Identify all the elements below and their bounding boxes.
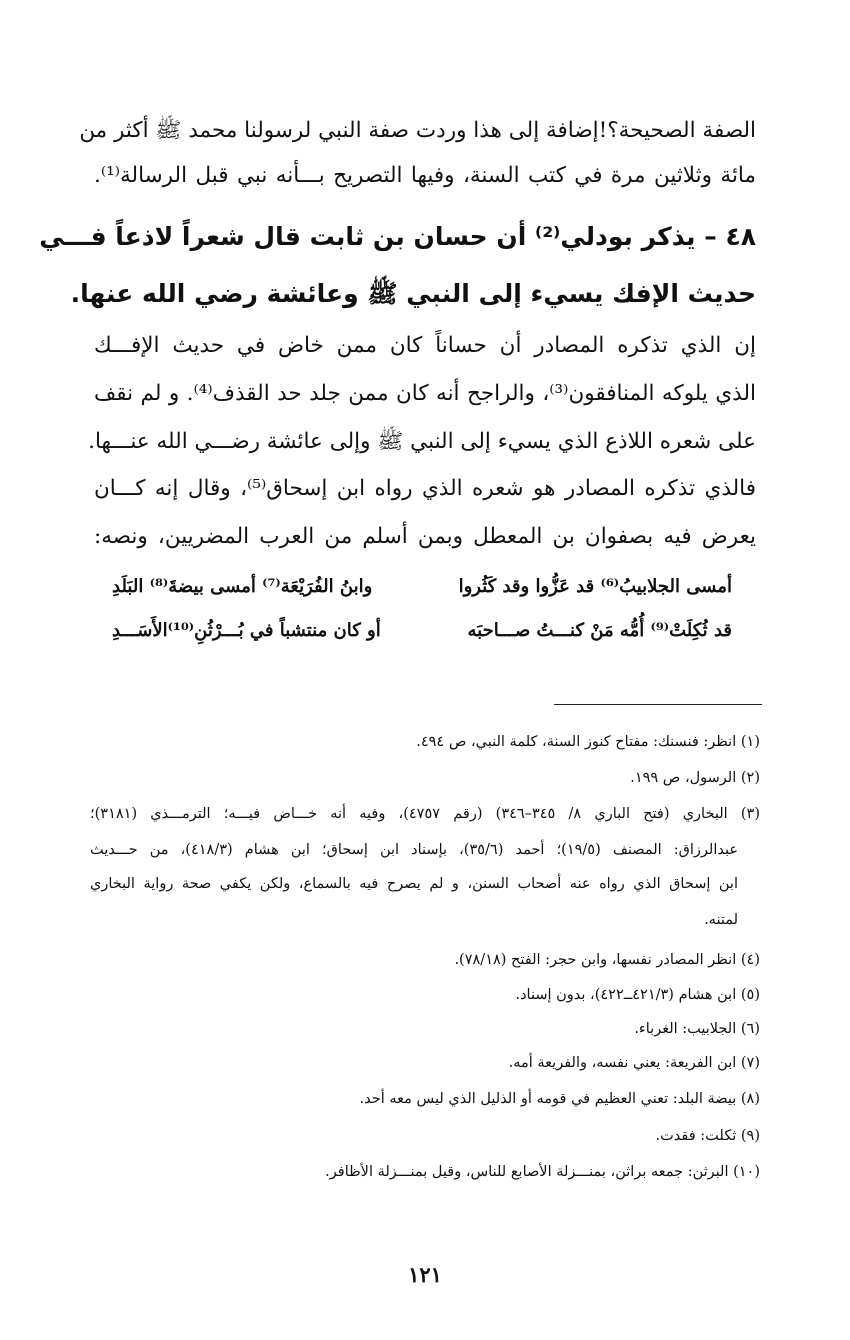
footnote: (٢) الرسول، ص ١٩٩.	[630, 770, 760, 786]
verse-second-hemistich: أو كان منتشباً في بُـــرْثُنِ⁽¹⁰⁾الأَسَـــدِ	[112, 620, 381, 641]
section-heading-line: حديث الإفك يسيء إلى النبي ﷺ وعائشة رضي الله عنها.	[70, 279, 756, 308]
body-line: الصفة الصحيحة؟!إضافة إلى هذا وردت صفة النبي لرسولنا محمد ﷺ أكثر من	[79, 118, 756, 143]
verse-second-hemistich: وابنُ الفُرَيْعَة⁽⁷⁾ أمسى بيضةَ⁽⁸⁾ البَلَدِ	[112, 576, 373, 597]
verse-first-hemistich: أمسى الجلابيبُ⁽⁶⁾ قد عَزُّوا وقد كَثُروا	[458, 576, 732, 597]
footnote: (٥) ابن هشام (٤٢١/٣ــ٤٢٢)، بدون إسناد.	[515, 987, 760, 1003]
page-number: ١٢١	[408, 1262, 442, 1287]
paragraph-line: الذي يلوكه المنافقون⁽³⁾، والراجح أنه كان ممن جلد حد القذف⁽⁴⁾. و لم نقف	[94, 381, 756, 406]
footnote-continuation: لمتنه.	[704, 912, 738, 928]
body-line: مائة وثلاثين مرة في كتب السنة، وفيها التصريح بـــأنه نبي قبل الرسالة⁽¹⁾.	[94, 163, 756, 188]
paragraph-line: إن الذي تذكره المصادر أن حساناً كان ممن خاض في حديث الإفـــك	[94, 333, 756, 358]
footnote: (٦) الجلابيب: الغرباء.	[634, 1021, 760, 1037]
footnote: (٨) بيضة البلد: تعني العظيم في قومه أو الذليل الذي ليس معه أحد.	[359, 1091, 760, 1107]
section-heading-line: ٤٨ – يذكر بودلي⁽²⁾ أن حسان بن ثابت قال شعراً لاذعاً فـــي	[39, 222, 756, 251]
footnote-continuation: عبدالرزاق: المصنف (١٩/٥)؛ أحمد (٣٥/٦)، بإسناد ابن إسحاق؛ ابن هشام (٤١٨/٣)، من حـــديث	[90, 842, 738, 858]
paragraph-line: فالذي تذكره المصادر هو شعره الذي رواه ابن إسحاق⁽⁵⁾، وقال إنه كـــان	[94, 476, 756, 501]
footnote-separator	[554, 704, 762, 705]
footnote: (٣) البخاري (فتح الباري ٨/ ٣٤٥–٣٤٦) (رقم ٤٧٥٧)، وفيه أنه خـــاض فيـــه؛ الترمـــذي (٣١٨١)؛	[90, 806, 760, 822]
footnote: (١) انظر: فنسنك: مفتاح كنوز السنة، كلمة النبي، ص ٤٩٤.	[416, 734, 760, 750]
footnote: (٤) انظر المصادر نفسها، وابن حجر: الفتح (٧٨/١٨).	[454, 952, 760, 968]
footnote: (١٠) البرثن: جمعه براثن، بمنـــزلة الأصابع للناس، وقيل بمنـــزلة الأظافر.	[325, 1164, 760, 1180]
verse-first-hemistich: قد ثُكِلَتْ⁽⁹⁾ أُمُّه مَنْ كنـــتُ صـــاحبَه	[467, 620, 732, 641]
footnote: (٧) ابن الفريعة: يعني نفسه، والفريعة أمه.	[508, 1055, 760, 1071]
paragraph-line: يعرض فيه بصفوان بن المعطل وبمن أسلم من العرب المضريين، ونصه:	[94, 524, 756, 549]
footnote-continuation: ابن إسحاق الذي رواه عنه أصحاب السنن، و لم يصرح فيه بالسماع، ولكن يكفي صحة رواية البخاري	[90, 876, 738, 892]
footnote: (٩) ثكلت: فقدت.	[655, 1128, 760, 1144]
paragraph-line: على شعره اللاذع الذي يسيء إلى النبي ﷺ وإلى عائشة رضـــي الله عنـــها.	[88, 429, 756, 454]
